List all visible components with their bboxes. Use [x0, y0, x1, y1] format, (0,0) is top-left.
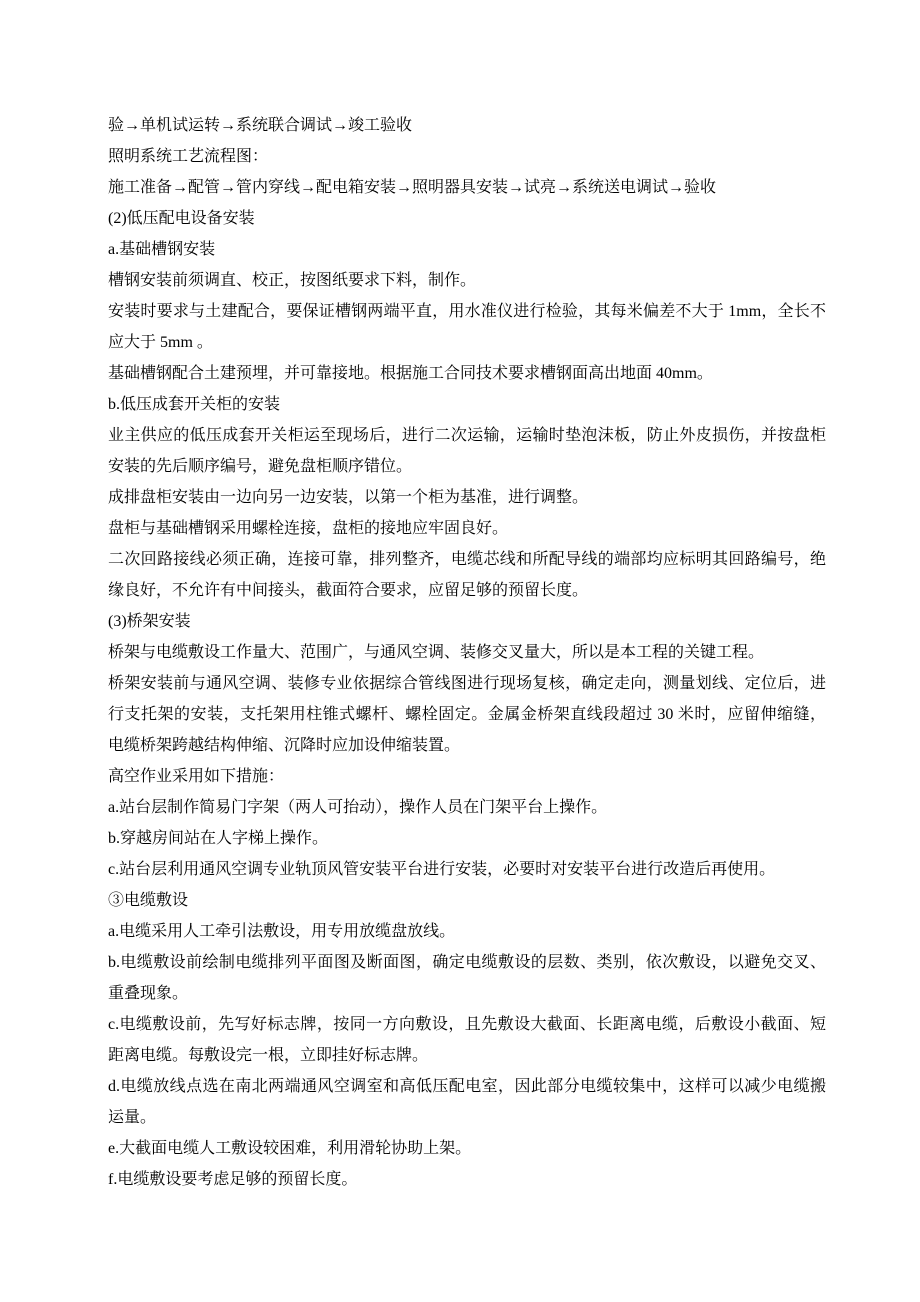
text-line: 距离电缆。每敷设完一根，立即挂好标志牌。: [108, 1047, 429, 1064]
paragraph: [108, 172, 826, 203]
paragraph: [108, 513, 826, 544]
paragraph: [108, 761, 826, 792]
paragraph: [108, 544, 826, 606]
paragraph: [108, 916, 826, 947]
text-line: a.站台层制作简易门字架（两人可抬动），操作人员在门架平台上操作。: [108, 799, 608, 816]
paragraph: [108, 823, 826, 854]
text-line: 行支托架的安装，支托架用柱锥式螺杆、螺栓固定。金属金桥架直线段超过 30 米时，应留伸缩缝，: [108, 706, 826, 723]
text-line: 业主供应的低压成套开关柜运至现场后，进行二次运输，运输时垫泡沫板，防止外皮损伤，并按盘柜: [108, 427, 826, 444]
paragraph: [108, 885, 826, 916]
text-line: 盘柜与基础槽钢采用螺栓连接，盘柜的接地应牢固良好。: [108, 520, 509, 537]
paragraph: [108, 203, 826, 234]
paragraph: [108, 234, 826, 265]
text-line: c.电缆敷设前，先写好标志牌，按同一方向敷设，且先敷设大截面、长距离电缆，后敷设小截面、短: [108, 1016, 826, 1033]
text-line: (3)桥架安装: [108, 613, 191, 630]
text-line: b.低压成套开关柜的安装: [108, 396, 281, 413]
paragraph: [108, 606, 826, 637]
text-line: 重叠现象。: [108, 985, 189, 1002]
text-line: 验→单机试运转→系统联合调试→竣工验收: [108, 117, 413, 134]
paragraph: [108, 1133, 826, 1164]
paragraph: [108, 792, 826, 823]
paragraph: [108, 947, 826, 1009]
paragraph: [108, 420, 826, 482]
text-line: 运量。: [108, 1109, 157, 1126]
paragraph: [108, 482, 826, 513]
text-line: a.基础槽钢安装: [108, 241, 216, 258]
text-line: (2)低压配电设备安装: [108, 210, 255, 227]
paragraph: [108, 854, 826, 885]
text-line: 槽钢安装前须调直、校正，按图纸要求下料，制作。: [108, 272, 477, 289]
text-line: 电缆桥架跨越结构伸缩、沉降时应加设伸缩装置。: [108, 737, 461, 754]
paragraph: [108, 1009, 826, 1071]
paragraph: [108, 1164, 826, 1195]
text-line: e.大截面电缆人工敷设较困难，利用滑轮协助上架。: [108, 1140, 472, 1157]
paragraph: [108, 141, 826, 172]
document-body: [108, 110, 826, 1195]
text-line: 照明系统工艺流程图：: [108, 148, 269, 165]
paragraph: [108, 637, 826, 668]
paragraph: [108, 358, 826, 389]
text-line: b.穿越房间站在人字梯上操作。: [108, 830, 329, 847]
text-line: f.电缆敷设要考虑足够的预留长度。: [108, 1171, 358, 1188]
paragraph: [108, 296, 826, 358]
text-line: 桥架安装前与通风空调、装修专业依据综合管线图进行现场复核，确定走向，测量划线、定位后，进: [108, 675, 826, 692]
paragraph: [108, 668, 826, 761]
text-line: 基础槽钢配合土建预埋，并可靠接地。根据施工合同技术要求槽钢面高出地面 40mm。: [108, 365, 713, 382]
text-line: 成排盘柜安装由一边向另一边安装，以第一个柜为基准，进行调整。: [108, 489, 589, 506]
text-line: 施工准备→配管→管内穿线→配电箱安装→照明器具安装→试亮→系统送电调试→验收: [108, 179, 717, 196]
text-line: d.电缆放线点选在南北两端通风空调室和高低压配电室，因此部分电缆较集中，这样可以减少电缆搬: [108, 1078, 826, 1095]
paragraph: [108, 265, 826, 296]
text-line: 安装的先后顺序编号，避免盘柜顺序错位。: [108, 458, 413, 475]
text-line: 缘良好，不允许有中间接头，截面符合要求，应留足够的预留长度。: [108, 582, 589, 599]
text-line: ③电缆敷设: [108, 892, 189, 909]
text-line: b.电缆敷设前绘制电缆排列平面图及断面图，确定电缆敷设的层数、类别，依次敷设，以避免交叉、: [108, 954, 826, 971]
text-line: a.电缆采用人工牵引法敷设，用专用放缆盘放线。: [108, 923, 456, 940]
text-line: 应大于 5mm 。: [108, 334, 213, 351]
text-line: c.站台层利用通风空调专业轨顶风管安装平台进行安装，必要时对安装平台进行改造后再使用。: [108, 861, 776, 878]
text-line: 桥架与电缆敷设工作量大、范围广，与通风空调、装修交叉量大，所以是本工程的关键工程。: [108, 644, 765, 661]
text-line: 高空作业采用如下措施：: [108, 768, 285, 785]
paragraph: [108, 1071, 826, 1133]
paragraph: [108, 110, 826, 141]
paragraph: [108, 389, 826, 420]
text-line: 安装时要求与土建配合，要保证槽钢两端平直，用水准仪进行检验，其每米偏差不大于 1mm，全长不: [108, 303, 826, 320]
text-line: 二次回路接线必须正确，连接可靠，排列整齐，电缆芯线和所配导线的端部均应标明其回路编号，绝: [108, 551, 826, 568]
